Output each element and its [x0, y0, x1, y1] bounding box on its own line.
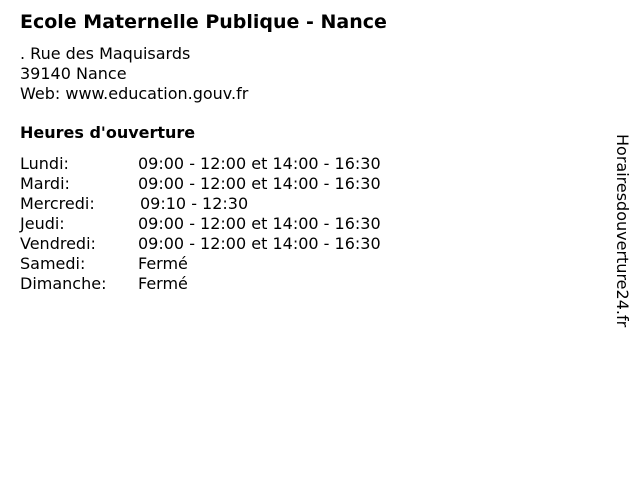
day-times: 09:10 - 12:30	[140, 194, 249, 213]
day-times: Fermé	[138, 254, 188, 273]
day-label: Samedi:	[20, 254, 86, 273]
day-times: 09:00 - 12:00 et 14:00 - 16:30	[138, 234, 381, 253]
site-brand-vertical: Horairesdouverture24.fr	[613, 134, 632, 328]
day-times: 09:00 - 12:00 et 14:00 - 16:30	[138, 214, 381, 233]
opening-hours-heading: Heures d'ouverture	[20, 123, 196, 142]
day-times: Fermé	[138, 274, 188, 293]
day-times: 09:00 - 12:00 et 14:00 - 16:30	[138, 154, 381, 173]
day-label: Mardi:	[20, 174, 70, 193]
day-label: Lundi:	[20, 154, 69, 173]
address-street: . Rue des Maquisards	[20, 44, 191, 63]
day-times: 09:00 - 12:00 et 14:00 - 16:30	[138, 174, 381, 193]
website-link[interactable]: Web: www.education.gouv.fr	[20, 84, 249, 103]
day-label: Mercredi:	[20, 194, 95, 213]
day-label: Dimanche:	[20, 274, 107, 293]
address-block	[20, 44, 248, 104]
day-label: Jeudi:	[20, 214, 65, 233]
school-name: Ecole Maternelle Publique - Nance	[20, 11, 387, 33]
address-city: 39140 Nance	[20, 64, 127, 83]
day-label: Vendredi:	[20, 234, 96, 253]
